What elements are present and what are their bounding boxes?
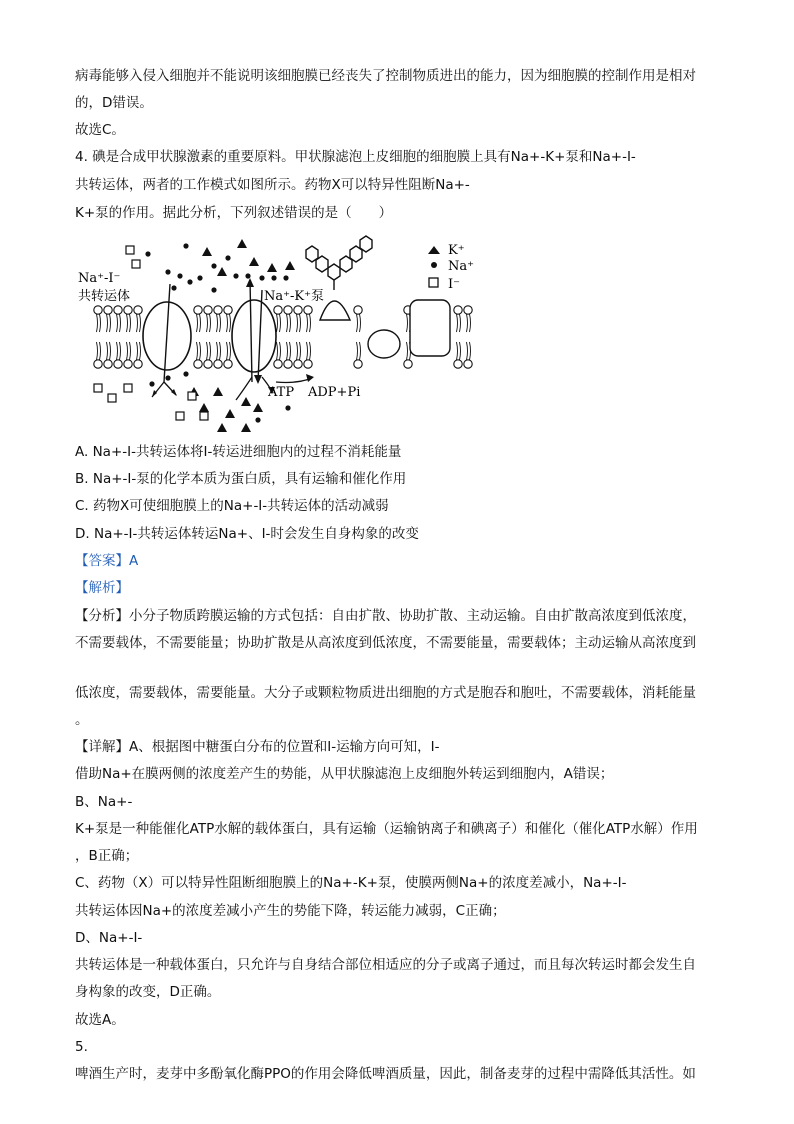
k-ion-marker xyxy=(267,263,277,272)
na-ion-marker xyxy=(149,381,154,386)
k-ion-marker xyxy=(253,403,263,412)
i-ion-marker xyxy=(94,384,102,392)
option-c: C. 药物X可使细胞膜上的Na+-I-共转运体的活动减弱 xyxy=(75,498,389,514)
i-ion-marker xyxy=(176,412,184,420)
k-ion-marker xyxy=(217,267,227,276)
legend-na-label: Na⁺ xyxy=(448,259,474,274)
na-ion-marker xyxy=(177,273,182,278)
detail-text: B、Na+- xyxy=(75,794,133,810)
analysis-text: 。 xyxy=(75,712,89,728)
na-ion-marker xyxy=(271,275,276,280)
detail-text: 借助Na+在膜两侧的浓度差产生的势能，从甲状腺滤泡上皮细胞外转运到细胞内，A错误； xyxy=(75,766,614,782)
legend-i-label: I⁻ xyxy=(448,277,460,292)
analysis-text: 不需要载体，不需要能量；协助扩散是从高浓度到低浓度，不需要能量，需要载体；主动运输从高浓度到 xyxy=(75,635,696,651)
i-ion-marker xyxy=(200,412,208,420)
pump-label: Na⁺-K⁺泵 xyxy=(264,289,324,304)
question-5-number: 5. xyxy=(75,1039,88,1055)
na-ion-marker xyxy=(211,263,216,268)
detail-text: 共转运体因Na+的浓度差减小产生的势能下降，转运能力减弱，C正确； xyxy=(75,903,506,919)
analysis-heading: 【解析】 xyxy=(75,580,129,596)
legend xyxy=(428,243,474,292)
i-ion-marker xyxy=(132,260,140,268)
na-ion-marker xyxy=(283,275,288,280)
glycoprotein xyxy=(306,236,450,358)
text-line: 病毒能够入侵入细胞并不能说明该细胞膜已经丧失了控制物质进出的能力，因为细胞膜的控制作用是相对 xyxy=(75,68,696,84)
k-ion-marker xyxy=(213,387,223,396)
option-a: A. Na+-I-共转运体将I-转运进细胞内的过程不消耗能量 xyxy=(75,444,402,460)
adp-label: ADP+Pi xyxy=(308,385,361,400)
detail-text: 共转运体是一种载体蛋白，只允许与自身结合部位相适应的分子或离子通过，而且每次转运时都会发生自 xyxy=(75,957,696,973)
detail-text: D、Na+-I- xyxy=(75,930,143,946)
text-line: 故选C。 xyxy=(75,122,125,138)
k-ion-marker xyxy=(241,423,251,432)
legend-na-symbol xyxy=(431,262,437,268)
k-ion-marker xyxy=(199,403,209,412)
na-ion-marker xyxy=(187,279,192,284)
analysis-text: 低浓度，需要载体，需要能量。大分子或颗粒物质进出细胞的方式是胞吞和胞吐，不需要载体，消耗能量 xyxy=(75,685,696,701)
legend-k-label: K⁺ xyxy=(448,243,465,258)
text-line: 的，D错误。 xyxy=(75,95,153,111)
detail-text: 【详解】A、根据图中糖蛋白分布的位置和I-运输方向可知，I- xyxy=(75,739,440,755)
detail-text: ，B正确； xyxy=(75,848,139,864)
answer-heading: 【答案】A xyxy=(75,553,139,569)
na-ion-marker xyxy=(245,273,250,278)
na-ion-marker xyxy=(165,269,170,274)
membrane-transport-figure xyxy=(72,232,492,432)
na-ion-marker xyxy=(255,417,260,422)
k-ion-marker xyxy=(225,409,235,418)
question-5-stem: 啤酒生产时，麦芽中多酚氧化酶PPO的作用会降低啤酒质量，因此，制备麦芽的过程中需降低其活性。如 xyxy=(75,1066,696,1082)
k-ion-marker xyxy=(249,257,259,266)
na-ion-marker xyxy=(211,287,216,292)
k-ion-marker xyxy=(217,423,227,432)
question-4-stem: 4. 碘是合成甲状腺激素的重要原料。甲状腺滤泡上皮细胞的细胞膜上具有Na+-K+泵和Na+-I- xyxy=(75,149,636,165)
cotransporter-label-line2: 共转运体 xyxy=(78,289,131,304)
cotransporter-label-line1: Na⁺-I⁻ xyxy=(78,271,121,286)
k-ion-marker xyxy=(202,247,212,256)
i-ion-marker xyxy=(188,392,196,400)
na-ion-marker xyxy=(197,275,202,280)
legend-i-symbol xyxy=(429,278,438,287)
na-ion-marker xyxy=(225,255,230,260)
question-4-stem: K+泵的作用。据此分析，下列叙述错误的是（ ） xyxy=(75,205,393,221)
na-ion-marker xyxy=(145,251,150,256)
k-ion-marker xyxy=(285,261,295,270)
option-d: D. Na+-I-共转运体转运Na+、I-时会发生自身构象的改变 xyxy=(75,526,419,542)
na-ion-marker xyxy=(233,273,238,278)
i-ion-marker xyxy=(124,384,132,392)
atp-label: ATP xyxy=(268,385,295,400)
k-ion-marker xyxy=(241,397,251,406)
analysis-text: 【分析】小分子物质跨膜运输的方式包括：自由扩散、协助扩散、主动运输。自由扩散高浓度到低浓度， xyxy=(75,608,696,624)
detail-text: C、药物（X）可以特异性阻断细胞膜上的Na+-K+泵，使膜两侧Na+的浓度差减小，Na+-I- xyxy=(75,875,627,891)
legend-k-symbol xyxy=(428,246,440,254)
na-ion-marker xyxy=(259,275,264,280)
na-ion-marker xyxy=(285,405,290,410)
k-ion-marker xyxy=(237,239,247,248)
option-b: B. Na+-I-泵的化学本质为蛋白质，具有运输和催化作用 xyxy=(75,471,407,487)
question-4-stem: 共转运体，两者的工作模式如图所示。药物X可以特异性阻断Na+- xyxy=(75,177,470,193)
na-ion-marker xyxy=(165,375,170,380)
i-ion-marker xyxy=(108,394,116,402)
na-ion-marker xyxy=(183,371,188,376)
detail-text: 故选A。 xyxy=(75,1012,125,1028)
detail-text: 身构象的改变，D正确。 xyxy=(75,984,221,1000)
na-ion-marker xyxy=(183,243,188,248)
detail-text: K+泵是一种能催化ATP水解的载体蛋白，具有运输（运输钠离子和碘离子）和催化（催化ATP水解）作用 xyxy=(75,821,698,837)
na-ion-marker xyxy=(171,285,176,290)
i-ion-marker xyxy=(126,246,134,254)
